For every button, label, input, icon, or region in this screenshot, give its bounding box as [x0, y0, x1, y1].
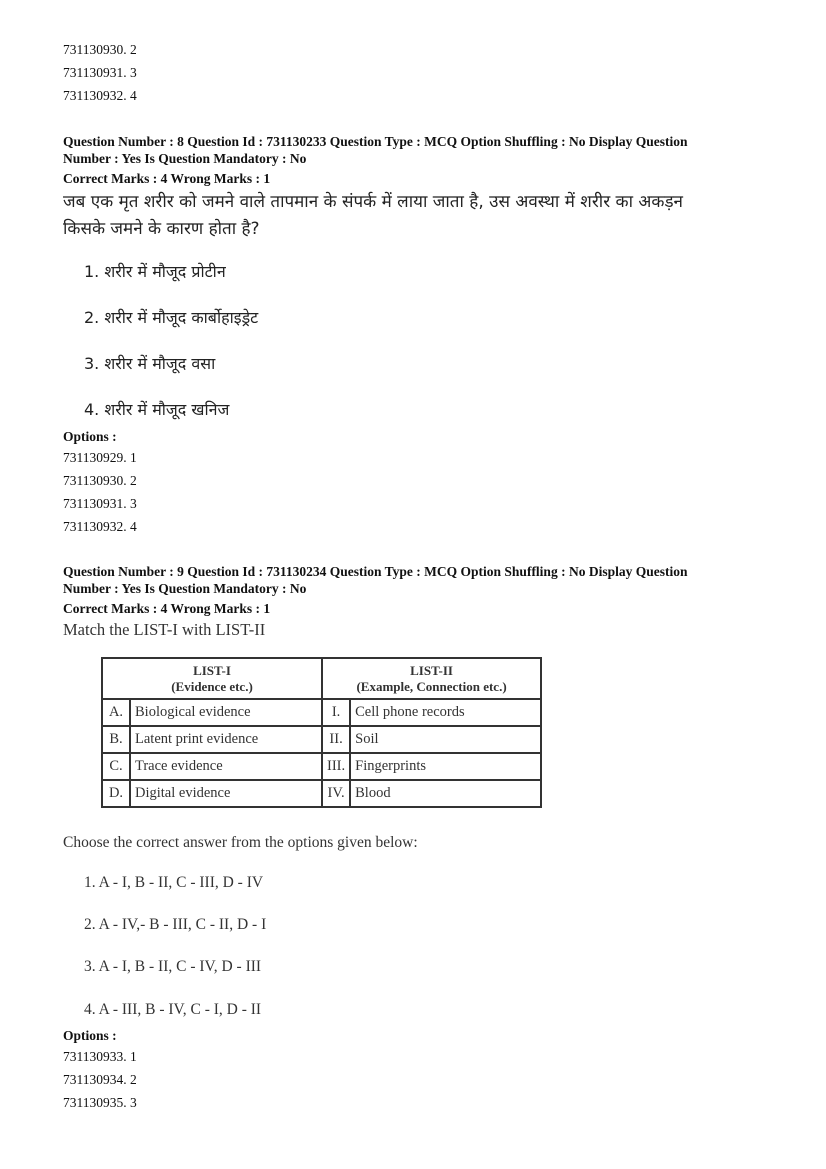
- row-example: Fingerprints: [350, 753, 541, 780]
- list2-subtitle: (Example, Connection etc.): [356, 678, 507, 694]
- q8-question-line2: किसके जमने के कारण होता है?: [63, 219, 260, 239]
- option-line: 731130930. 2: [63, 42, 137, 57]
- q8-choice-2: 2. शरीर में मौजूद कार्बोहाइड्रेट: [84, 308, 259, 327]
- option-line: 731130931. 3: [63, 65, 137, 80]
- q8-choice-1: 1. शरीर में मौजूद प्रोटीन: [84, 262, 226, 281]
- row-numeral: II.: [322, 726, 350, 753]
- row-evidence: Trace evidence: [130, 753, 322, 780]
- list2-header: [322, 658, 541, 699]
- q8-question-line1: जब एक मृत शरीर को जमने वाले तापमान के संपर्क में लाया जाता है, उस अवस्था में शरीर का अकड़न: [63, 192, 683, 212]
- table-row: [102, 726, 541, 753]
- row-letter: C.: [102, 753, 130, 780]
- row-numeral: IV.: [322, 780, 350, 807]
- row-evidence: Latent print evidence: [130, 726, 322, 753]
- q9-option-1: 731130933. 1: [63, 1049, 137, 1064]
- q9-option-3: 731130935. 3: [63, 1095, 137, 1110]
- q8-meta-line1: Question Number : 8 Question Id : 731130233 Question Type : MCQ Option Shuffling : No Display Question: [63, 134, 688, 149]
- list1-header: [102, 658, 322, 699]
- q9-choose-text: Choose the correct answer from the options given below:: [63, 834, 418, 851]
- row-example: Soil: [350, 726, 541, 753]
- q8-option-2: 731130930. 2: [63, 473, 137, 488]
- q8-marks: Correct Marks : 4 Wrong Marks : 1: [63, 171, 271, 186]
- q9-options-label: Options :: [63, 1028, 117, 1043]
- table-row: [102, 699, 541, 726]
- q9-choice-1: 1. A - I, B - II, C - III, D - IV: [84, 874, 264, 891]
- q8-options-label: Options :: [63, 429, 117, 444]
- row-letter: D.: [102, 780, 130, 807]
- row-evidence: Digital evidence: [130, 780, 322, 807]
- q9-meta-line2: Number : Yes Is Question Mandatory : No: [63, 581, 307, 596]
- list1-subtitle: (Evidence etc.): [171, 678, 253, 694]
- list2-title: LIST-II: [410, 662, 453, 678]
- row-letter: B.: [102, 726, 130, 753]
- q8-meta-line2: Number : Yes Is Question Mandatory : No: [63, 151, 307, 166]
- row-letter: A.: [102, 699, 130, 726]
- row-example: Cell phone records: [350, 699, 541, 726]
- row-numeral: I.: [322, 699, 350, 726]
- list1-title: LIST-I: [193, 662, 231, 678]
- q9-meta-line1: Question Number : 9 Question Id : 731130234 Question Type : MCQ Option Shuffling : No Display Question: [63, 564, 688, 579]
- q8-option-4: 731130932. 4: [63, 519, 137, 534]
- row-numeral: III.: [322, 753, 350, 780]
- option-line: 731130932. 4: [63, 88, 137, 103]
- q9-choice-2: 2. A - IV,- B - III, C - II, D - I: [84, 916, 267, 933]
- q9-choice-3: 3. A - I, B - II, C - IV, D - III: [84, 958, 262, 975]
- q9-instruction: Match the LIST-I with LIST-II: [63, 620, 266, 639]
- row-evidence: Biological evidence: [130, 699, 322, 726]
- match-table: [101, 657, 542, 808]
- q9-option-2: 731130934. 2: [63, 1072, 137, 1087]
- table-row: [102, 753, 541, 780]
- q9-marks: Correct Marks : 4 Wrong Marks : 1: [63, 601, 271, 616]
- table-header-row: [102, 658, 541, 699]
- table-row: [102, 780, 541, 807]
- q9-choice-4: 4. A - III, B - IV, C - I, D - II: [84, 1001, 262, 1018]
- q8-option-1: 731130929. 1: [63, 450, 137, 465]
- q8-choice-3: 3. शरीर में मौजूद वसा: [84, 354, 216, 373]
- row-example: Blood: [350, 780, 541, 807]
- q8-option-3: 731130931. 3: [63, 496, 137, 511]
- q8-choice-4: 4. शरीर में मौजूद खनिज: [84, 400, 230, 419]
